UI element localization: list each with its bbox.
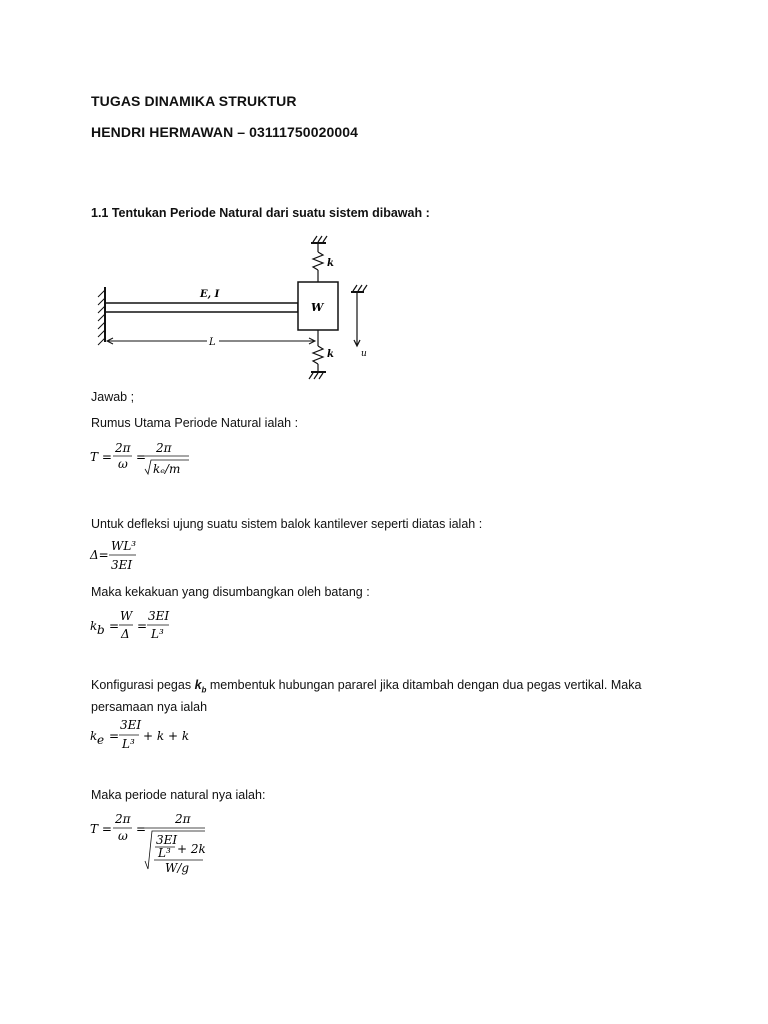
eq1-den2: kₑ/m bbox=[153, 462, 181, 476]
eq3-eq: = bbox=[109, 619, 120, 633]
eq3-den1: Δ bbox=[121, 627, 130, 641]
eq5-eq: = bbox=[136, 822, 147, 836]
eq1-den1: ω bbox=[118, 457, 128, 471]
author-line: HENDRI HERMAWAN – 03111750020004 bbox=[91, 124, 359, 140]
wall-hatching bbox=[98, 290, 105, 345]
eq2-num: WL³ bbox=[111, 539, 137, 553]
equation-equivalent-stiffness bbox=[89, 716, 219, 756]
displacement-arrow bbox=[351, 285, 367, 346]
eq5-lhs: T = bbox=[90, 822, 112, 836]
eq3-num2: 3EI bbox=[148, 609, 170, 623]
label-EI: E, I bbox=[200, 289, 220, 300]
eq5-inner-den: L³ bbox=[158, 846, 171, 860]
config-text-2: membentuk hubungan pararel jika ditambah dengan dua pegas vertikal. Maka bbox=[209, 678, 642, 692]
answer-label: Jawab ; bbox=[91, 390, 135, 404]
equation-natural-period bbox=[89, 809, 219, 879]
beam bbox=[105, 303, 298, 312]
question-heading: 1.1 Tentukan Periode Natural dari suatu sistem dibawah : bbox=[91, 206, 430, 220]
document-title: TUGAS DINAMIKA STRUKTUR bbox=[91, 93, 297, 109]
equation-period-basic bbox=[89, 438, 229, 482]
label-W: W bbox=[311, 301, 324, 314]
eq5-inner-num: 3EI bbox=[156, 833, 178, 847]
eq4-lhs-sub: e bbox=[97, 733, 105, 747]
config-text-3: persamaan nya ialah bbox=[91, 699, 208, 714]
eq3-lhs: k bbox=[90, 619, 98, 633]
cantilever-diagram bbox=[95, 230, 385, 380]
eq3-den2: L³ bbox=[151, 627, 164, 641]
equation-deflection bbox=[89, 537, 169, 577]
eq5-den1: ω bbox=[118, 829, 128, 843]
eq4-eq: = bbox=[109, 729, 120, 743]
eq5-outer-den: W/g bbox=[165, 861, 190, 875]
eq4-num: 3EI bbox=[120, 718, 142, 732]
eq3-num1: W bbox=[120, 609, 133, 623]
top-spring bbox=[311, 236, 327, 282]
formula-intro: Rumus Utama Periode Natural ialah : bbox=[91, 416, 299, 430]
eq4-lhs: k bbox=[90, 729, 98, 743]
config-text bbox=[91, 677, 691, 715]
eq4-tail: + k + k bbox=[143, 729, 190, 743]
eq3-eq2: = bbox=[137, 619, 148, 633]
equation-beam-stiffness bbox=[89, 606, 209, 646]
label-L: L bbox=[209, 337, 216, 348]
kb-symbol: $k_b$ bbox=[194, 678, 207, 695]
eq5-inner-tail: + 2k bbox=[177, 842, 206, 856]
eq4-den: L³ bbox=[122, 737, 135, 751]
eq3-lhs-sub: b bbox=[97, 623, 105, 637]
config-text-1: Konfigurasi pegas bbox=[91, 678, 192, 692]
bottom-spring bbox=[309, 330, 326, 379]
label-u: u bbox=[361, 349, 367, 359]
eq5-num1: 2π bbox=[115, 812, 131, 826]
label-k-bottom: k bbox=[327, 349, 334, 360]
eq2-lhs: Δ= bbox=[90, 548, 109, 562]
eq1-eq: = bbox=[136, 450, 147, 464]
deflection-intro: Untuk defleksi ujung suatu sistem balok kantilever seperti diatas ialah : bbox=[91, 517, 483, 531]
period-intro: Maka periode natural nya ialah: bbox=[91, 788, 266, 802]
eq1-num1: 2π bbox=[115, 441, 131, 455]
label-k-top: k bbox=[327, 258, 334, 269]
stiffness-intro: Maka kekakuan yang disumbangkan oleh batang : bbox=[91, 585, 370, 599]
eq1-lhs: T = bbox=[90, 450, 112, 464]
eq5-num2: 2π bbox=[175, 812, 191, 826]
eq1-num2: 2π bbox=[156, 441, 172, 455]
eq2-den: 3EI bbox=[111, 558, 133, 572]
